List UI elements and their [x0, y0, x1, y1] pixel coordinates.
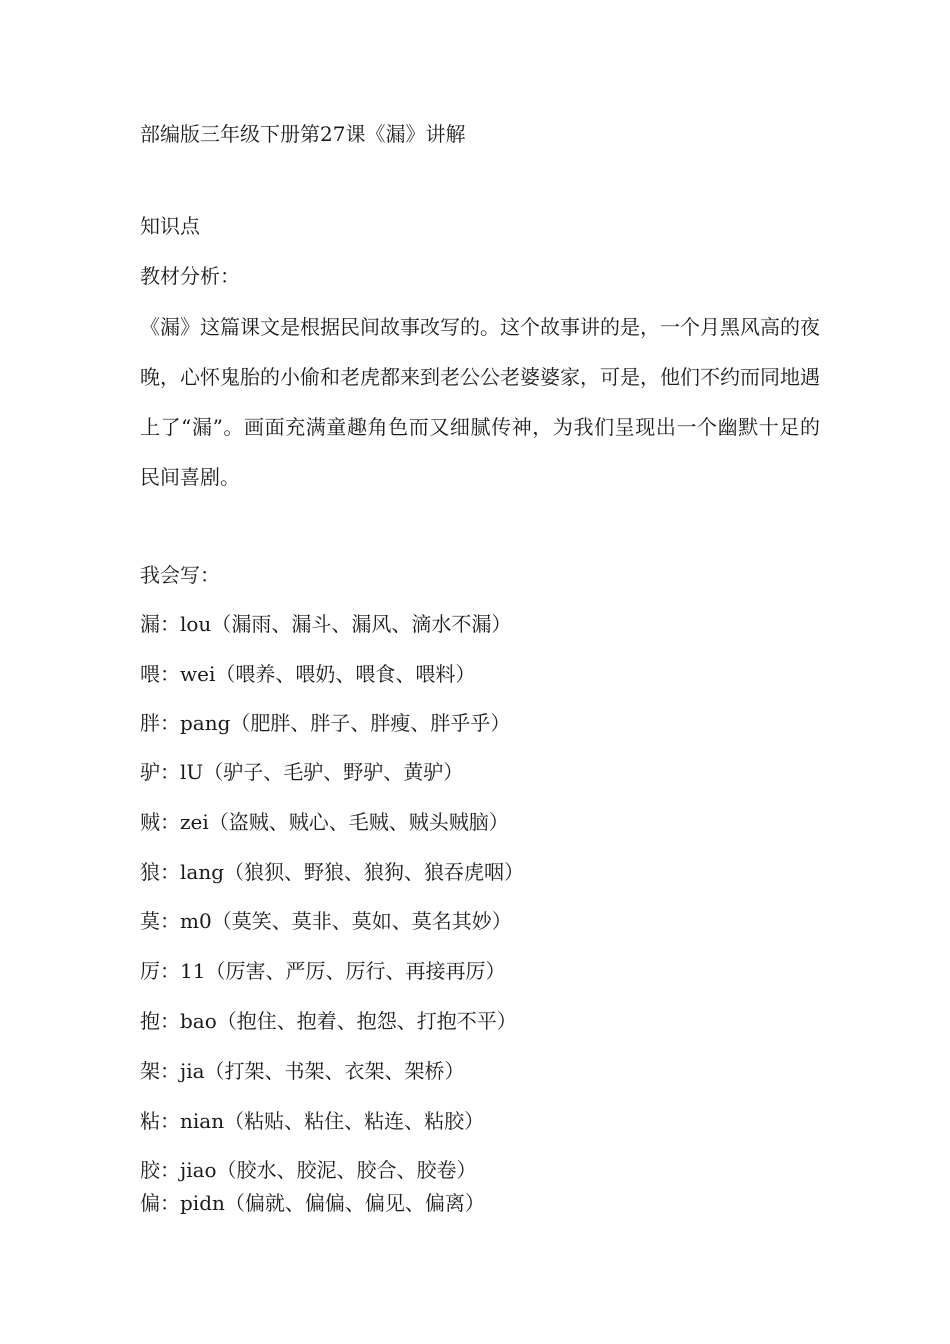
vocab-item: 抱：bao（抱住、抱着、抱怨、打抱不平）	[140, 1009, 517, 1033]
section-heading: 知识点	[140, 214, 200, 238]
vocab-item: 厉：11（厉害、严厉、厉行、再接再厉）	[140, 959, 506, 983]
write-label: 我会写：	[140, 563, 220, 587]
vocab-item: 漏：lou（漏雨、漏斗、漏风、滴水不漏）	[140, 612, 512, 636]
vocab-item: 架：jia（打架、书架、衣架、架桥）	[140, 1059, 465, 1083]
vocab-item: 粘：nian（粘贴、粘住、粘连、粘胶）	[140, 1109, 485, 1133]
analysis-paragraph: 《漏》这篇课文是根据民间故事改写的。这个故事讲的是，一个月黑风高的夜晚，心怀鬼胎的小偷和老虎都来到老公公老婆婆家，可是，他们不约而同地遇上了“漏”。画面充满童趣角色而又细腻传神，为我们呈现出一个幽默十足的民间喜剧。	[140, 315, 820, 489]
analysis-label: 教材分析：	[140, 264, 240, 288]
vocab-item: 驴：lU（驴子、毛驴、野驴、黄驴）	[140, 760, 464, 784]
vocab-item: 狼：lang（狼狈、野狼、狼狗、狼吞虎咽）	[140, 860, 525, 884]
vocab-item: 莫：m0（莫笑、莫非、莫如、莫名其妙）	[140, 909, 512, 933]
vocab-item: 胖：pang（肥胖、胖子、胖瘦、胖乎乎）	[140, 711, 511, 735]
vocab-item: 偏：pidn（偏就、偏偏、偏见、偏离）	[140, 1191, 485, 1215]
vocab-item: 胶：jiao（胶水、胶泥、胶合、胶卷）	[140, 1158, 477, 1182]
vocab-item: 喂：wei（喂养、喂奶、喂食、喂料）	[140, 662, 476, 686]
page-title: 部编版三年级下册第27课《漏》讲解	[140, 122, 466, 146]
vocab-item: 贼：zei（盗贼、贼心、毛贼、贼头贼脑）	[140, 810, 509, 834]
